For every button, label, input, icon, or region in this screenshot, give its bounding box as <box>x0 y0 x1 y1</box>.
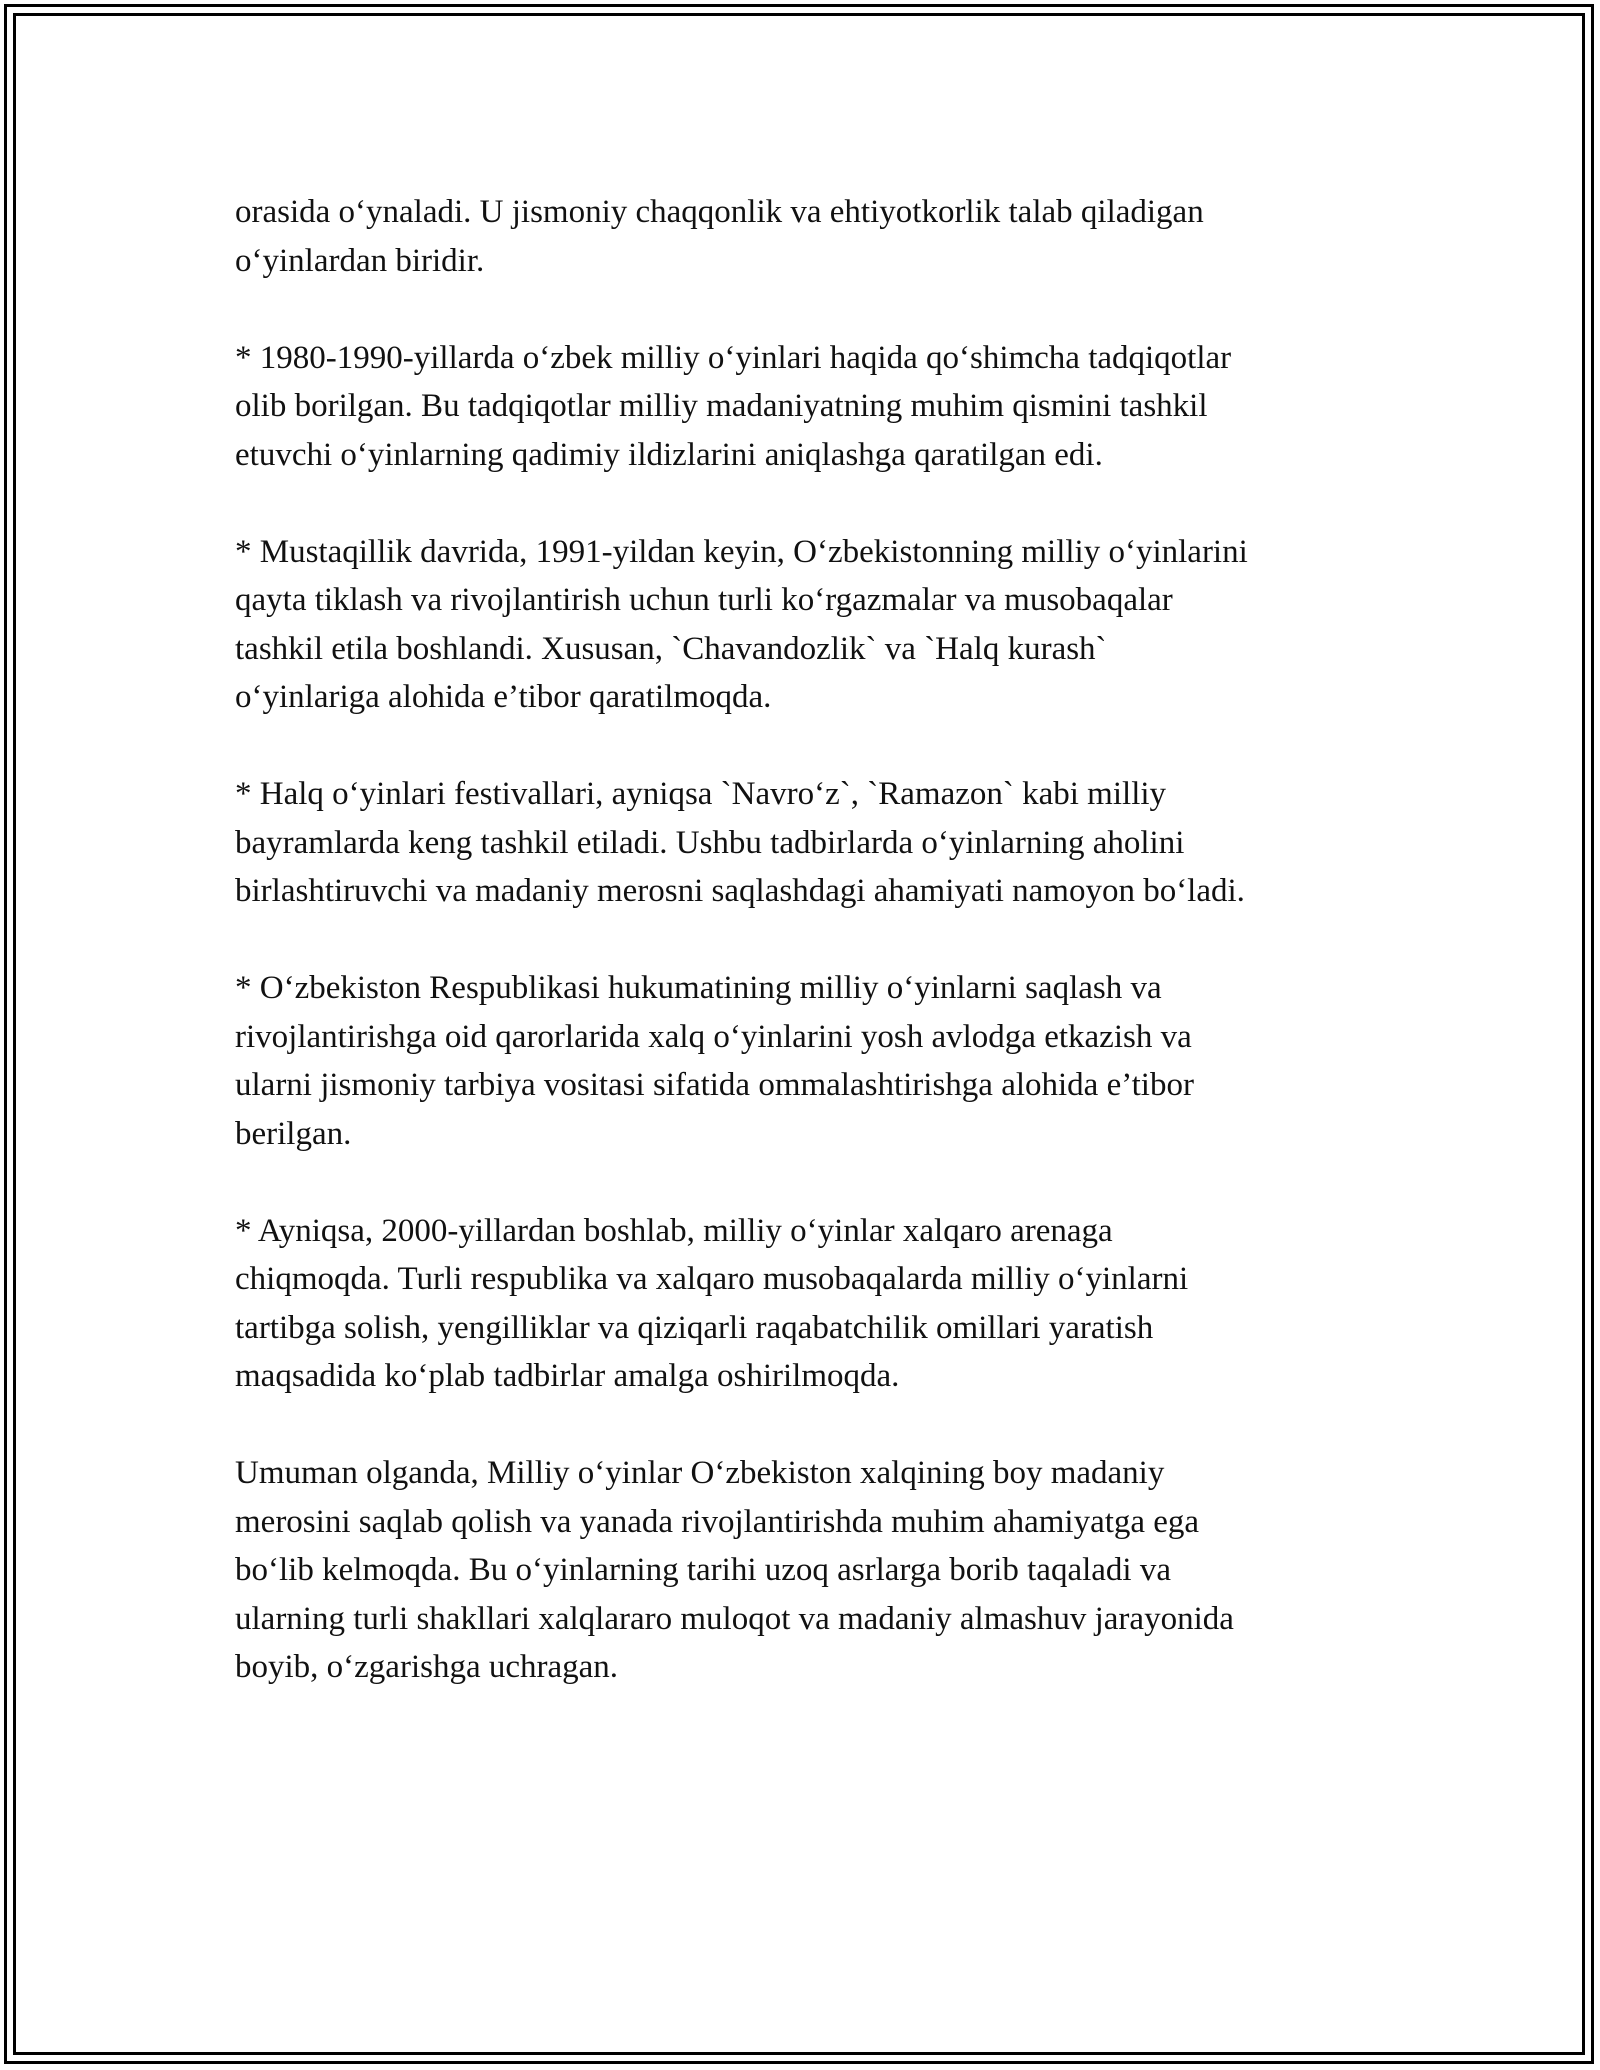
text-line: merosini saqlab qolish va yanada rivojlantirishda muhim ahamiyatga ega <box>235 1503 1200 1540</box>
text-line: maqsadida ko‘plab tadbirlar amalga oshirilmoqda. <box>235 1358 900 1394</box>
text-line: * Ayniqsa, 2000-yillardan boshlab, milliy o‘yinlar xalqaro arenaga <box>235 1212 1113 1249</box>
text-line: ularni jismoniy tarbiya vositasi sifatida ommalashtirishga alohida e’tibor <box>235 1067 1194 1103</box>
paragraph-7 <box>235 1449 1375 1692</box>
text-line: bo‘lib kelmoqda. Bu o‘yinlarning tarihi uzoq asrlarga borib taqaladi va <box>235 1552 1171 1588</box>
text-line: olib borilgan. Bu tadqiqotlar milliy madaniyatning muhim qismini tashkil <box>235 388 1208 424</box>
text-line: o‘yinlardan biridir. <box>235 242 485 279</box>
text-line: rivojlantirishga oid qarorlarida xalq o‘yinlarini yosh avlodga etkazish va <box>235 1018 1192 1055</box>
text-line: berilgan. <box>235 1115 352 1152</box>
text-line: o‘yinlariga alohida e’tibor qaratilmoqda. <box>235 679 772 715</box>
paragraph-4 <box>235 770 1375 916</box>
text-line: * Mustaqillik davrida, 1991-yildan keyin, O‘zbekistonning milliy o‘yinlarini <box>235 533 1248 570</box>
paragraph-6 <box>235 1207 1375 1401</box>
text-line: * 1980-1990-yillarda o‘zbek milliy o‘yinlari haqida qo‘shimcha tadqiqotlar <box>235 339 1232 376</box>
text-line: boyib, o‘zgarishga uchragan. <box>235 1649 619 1685</box>
text-line: orasida o‘ynaladi. U jismoniy chaqqonlik va ehtiyotkorlik talab qiladigan <box>235 194 1204 230</box>
text-line: Umuman olganda, Milliy o‘yinlar O‘zbekiston xalqining boy madaniy <box>235 1455 1165 1491</box>
paragraph-2 <box>235 334 1375 480</box>
text-line: ularning turli shakllari xalqlararo muloqot va madaniy almashuv jarayonida <box>235 1600 1234 1637</box>
paragraph-5 <box>235 964 1375 1158</box>
document-body <box>235 188 1375 1740</box>
text-line: birlashtiruvchi va madaniy merosni saqlashdagi ahamiyati namoyon bo‘ladi. <box>235 873 1245 909</box>
text-line: chiqmoqda. Turli respublika va xalqaro musobaqalarda milliy o‘yinlarni <box>235 1261 1189 1297</box>
text-line: bayramlarda keng tashkil etiladi. Ushbu tadbirlarda o‘yinlarning aholini <box>235 824 1185 861</box>
text-line: * O‘zbekiston Respublikasi hukumatining milliy o‘yinlarni saqlash va <box>235 970 1162 1006</box>
text-line: etuvchi o‘yinlarning qadimiy ildizlarini aniqlashga qaratilgan edi. <box>235 436 1103 473</box>
text-line: tartibga solish, yengilliklar va qiziqarli raqabatchilik omillari yaratish <box>235 1309 1154 1346</box>
paragraph-1 <box>235 188 1375 285</box>
paragraph-3 <box>235 528 1375 722</box>
text-line: qayta tiklash va rivojlantirish uchun turli ko‘rgazmalar va musobaqalar <box>235 582 1173 618</box>
text-line: * Halq o‘yinlari festivallari, ayniqsa `Navro‘z`, `Ramazon` kabi milliy <box>235 776 1167 812</box>
text-line: tashkil etila boshlandi. Xususan, `Chavandozlik` va `Halq kurash` <box>235 630 1107 667</box>
